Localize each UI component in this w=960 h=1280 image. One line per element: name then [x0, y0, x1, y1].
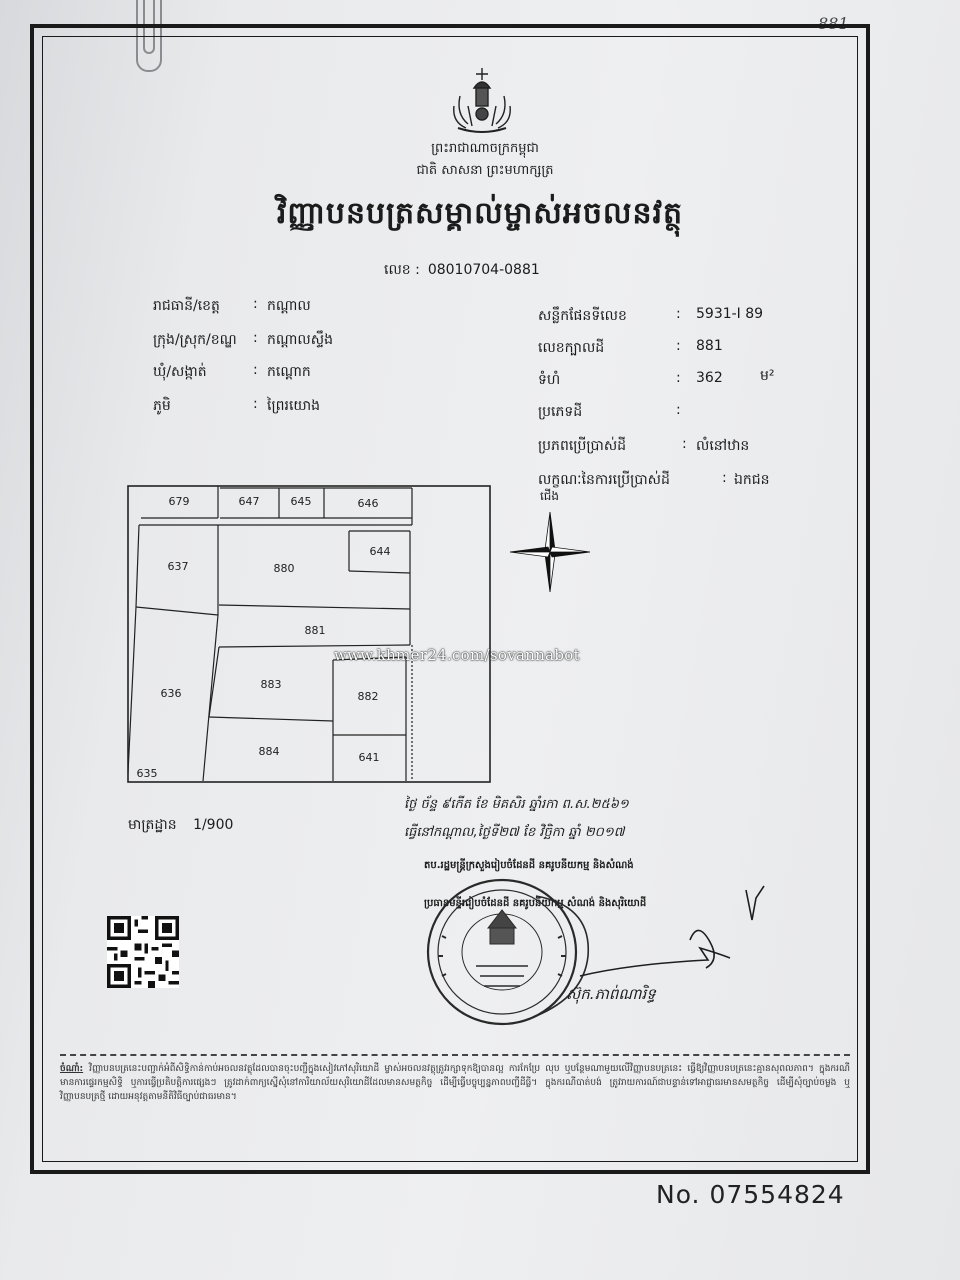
district-label: ក្រុង/ស្រុក/ខណ្ឌ [153, 332, 237, 348]
certificate-number [384, 260, 540, 281]
land-use-field: ប្រភពប្រើប្រាស់ដី : លំនៅឋាន [538, 436, 626, 457]
handwritten-corner-number: 881 [818, 14, 849, 33]
notes-divider [60, 1054, 850, 1056]
scale-value: 1/900 [193, 817, 234, 833]
qr-code-icon [107, 916, 179, 988]
north-label: ជើង [540, 489, 560, 503]
notes-heading: ចំណាំ: [60, 1064, 84, 1074]
ownership-value: ឯកជន [734, 472, 770, 488]
issue-date-line: ធ្វើនៅកណ្ដាល,ថ្ងៃទី២៧ ខែ វិច្ឆិកា ឆ្នាំ ២០១៧ [404, 825, 625, 840]
parcel-label-637: 637 [167, 560, 189, 573]
parcel-label-884: 884 [258, 745, 280, 758]
province-label: រាជធានី/ខេត្ត [153, 298, 220, 314]
area-value: 362 [696, 370, 723, 386]
district-value: កណ្ដាលស្ទឹង [267, 332, 333, 348]
village-value: ព្រៃរយោង [267, 398, 321, 414]
national-motto: ជាតិ សាសនា ព្រះមហាក្សត្រ [416, 163, 554, 178]
land-use-value: លំនៅឋាន [696, 438, 750, 454]
map-sheet-label: សន្លឹកផែនទីលេខ [538, 308, 627, 324]
land-use-label: ប្រភពប្រើប្រាស់ដី [538, 438, 627, 454]
issuing-department-line: ប្រធានមន្ទីររៀបចំដែនដី នគរូបនីយកម្ម សំណង់ និងសុរិយោដី [424, 898, 647, 909]
province-value: កណ្ដាល [267, 298, 311, 314]
parcel-label-636: 636 [160, 687, 182, 700]
parcel-label-646: 646 [357, 497, 379, 510]
province-field: រាជធានី/ខេត្ត : កណ្ដាល [153, 296, 220, 317]
notes-body: វិញ្ញាបនបត្រនេះបញ្ជាក់អំពីសិទ្ធិកាន់កាប់អចលនវត្ថុដែលបានចុះបញ្ជីក្នុងសៀវភៅសុរិយោដី ម្ចាស់អចលនវត្ថុត្រូវរក្សាទុកឱ្យបានល្អ ការកែប្រែ លុប ឬបន្ថែមណាមួយលើវិញ្ញាបនបត្រនេះ ធ្វើឱ្យវិញ្ញាបនបត្រនេះគ្មានសុពលភាព។ ក្នុងករណីមានការផ្ទេរកម្មសិទ្ធិ ឬការធ្វើប្រតិបត្តិការផ្សេងៗ ត្រូវដាក់ពាក្យស្នើសុំនៅការិយាល័យសុរិយោដីដែលមានសមត្ថកិច្ច ដើម្បីធ្វើបច្ចុប្បន្នភាពបញ្ជីដីធ្លី។ ក្នុងករណីបាត់បង់ ត្រូវរាយការណ៍ជាបន្ទាន់ទៅអាជ្ញាធរមានសមត្ថកិច្ច ដើម្បីសុំច្បាប់ចម្លង ឬវិញ្ញាបនបត្រថ្មី ដោយអនុវត្តតាមនីតិវិធីច្បាប់ជាធរមាន។ [60, 1064, 850, 1102]
area-field: ទំហំ : 362 ម² [538, 370, 560, 391]
certificate-notes [60, 1062, 850, 1104]
area-label: ទំហំ [538, 372, 561, 388]
website-watermark: www.khmer24.com/sovannabot [334, 646, 580, 664]
parcel-number-value: 881 [696, 338, 723, 354]
parcel-label-881: 881 [304, 624, 326, 637]
ownership-field: លក្ខណៈនៃការប្រើប្រាស់ដី : ឯកជន [538, 470, 670, 491]
land-type-label: ប្រភេទដី [538, 404, 583, 420]
parcel-label-679: 679 [168, 495, 190, 508]
commune-label: ឃុំ/សង្កាត់ [153, 364, 207, 380]
village-field: ភូមិ : ព្រៃរយោង [153, 396, 171, 417]
parcel-label-641: 641 [358, 751, 380, 764]
kingdom-heading: ព្រះរាជាណាចក្រកម្ពុជា [431, 141, 539, 156]
village-label: ភូមិ [153, 398, 171, 414]
map-scale [128, 815, 233, 836]
official-seal-stamp [416, 866, 592, 1034]
cadastral-map-drawing [127, 485, 491, 783]
issuing-ministry-line: តប.រដ្ឋមន្ត្រីក្រសួងរៀបចំដែនដី នគរូបនីយកម្ម និងសំណង់ [424, 860, 634, 871]
commune-field: ឃុំ/សង្កាត់ : កណ្ដោក [153, 362, 207, 383]
compass-rose-icon [508, 510, 592, 594]
parcel-label-644: 644 [369, 545, 391, 558]
certificate-number-value: 08010704-0881 [427, 262, 540, 278]
parcel-label-647: 647 [238, 495, 260, 508]
ownership-label: លក្ខណៈនៃការប្រើប្រាស់ដី [538, 472, 670, 488]
map-sheet-value: 5931-I 89 [696, 306, 764, 322]
area-unit: ម² [760, 368, 775, 384]
parcel-number-field: លេខក្បាលដី : 881 [538, 338, 604, 359]
signatory-name: ស៊ុក.ភាព់ណារិទ្ធ [566, 985, 656, 1003]
district-field: ក្រុង/ស្រុក/ខណ្ឌ : កណ្ដាលស្ទឹង [153, 330, 237, 351]
parcel-label-883: 883 [260, 678, 282, 691]
parcel-label-882: 882 [357, 690, 379, 703]
serial-number: No. 07554824 [656, 1180, 845, 1209]
land-type-field: ប្រភេទដី : [538, 402, 582, 423]
certificate-number-label: លេខ : [384, 262, 420, 278]
cadastral-map [127, 485, 491, 783]
parcel-number-label: លេខក្បាលដី [538, 340, 605, 356]
parcel-label-880: 880 [273, 562, 295, 575]
royal-emblem-icon [446, 66, 518, 134]
map-sheet-field: សន្លឹកផែនទីលេខ : 5931-I 89 [538, 306, 627, 327]
commune-value: កណ្ដោក [267, 364, 311, 380]
certificate-title: វិញ្ញាបនបត្រសម្គាល់ម្ចាស់អចលនវត្ថុ [276, 196, 684, 231]
parcel-label-635: 635 [136, 767, 158, 780]
parcel-label-645: 645 [290, 495, 312, 508]
lunar-date-line: ថ្ងៃ ច័ន្ទ ៩កើត ខែ មិគសិរ ឆ្នាំរកា ព.ស.២៥៦១ [404, 797, 629, 812]
scale-label: មាត្រដ្ឋាន [128, 817, 177, 833]
handwritten-signature [570, 880, 770, 990]
